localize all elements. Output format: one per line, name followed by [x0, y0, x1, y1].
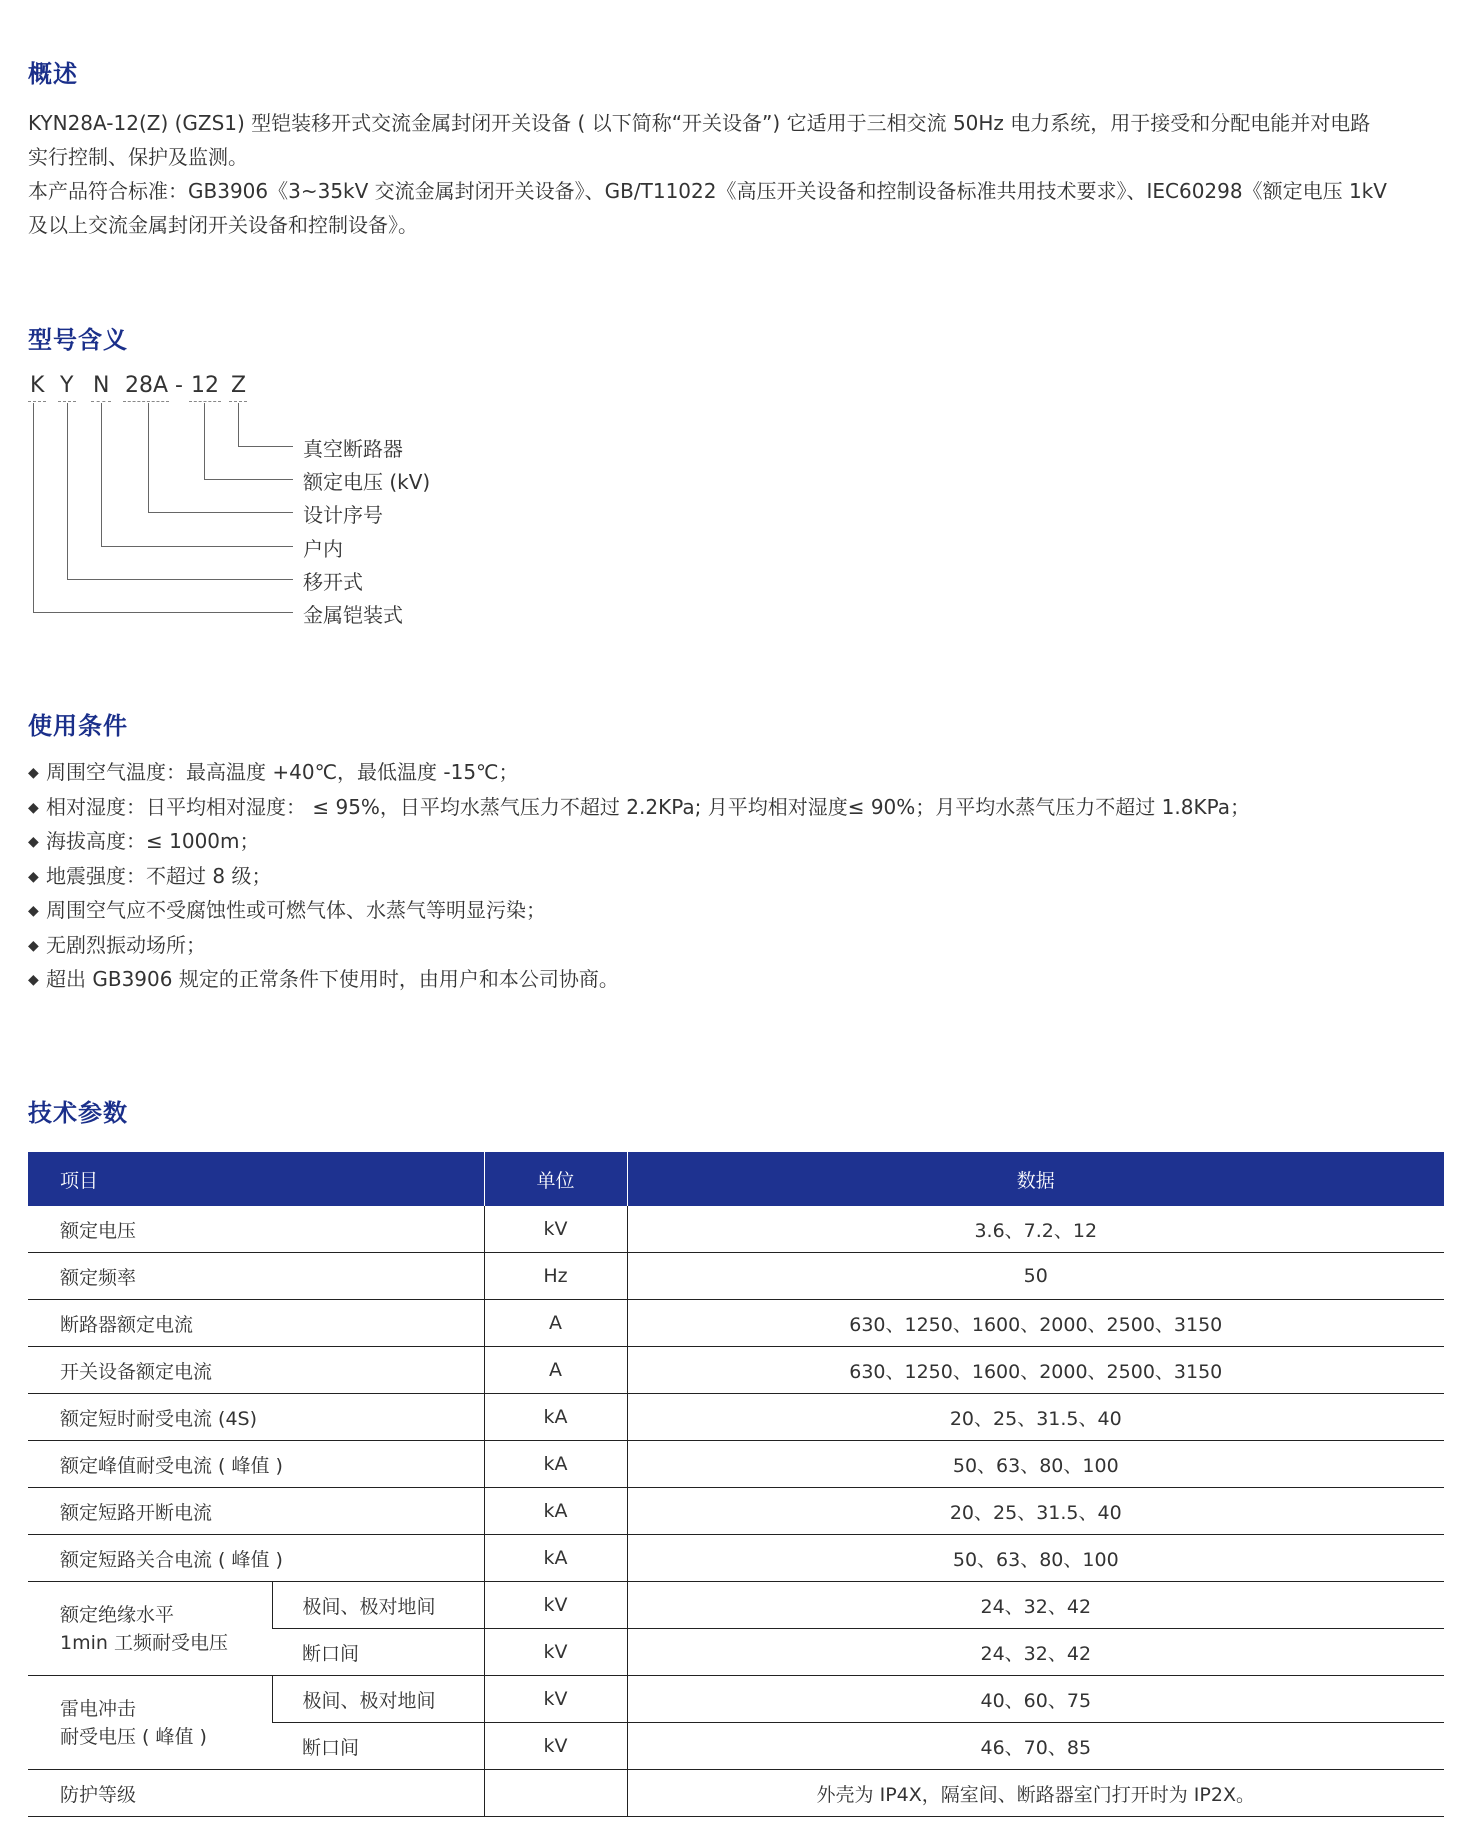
row-value: 630、1250、1600、2000、2500、3150 — [627, 1300, 1444, 1347]
header-data: 数据 — [627, 1152, 1444, 1206]
row-subitem: 断口间 — [272, 1723, 484, 1770]
row-value: 20、25、31.5、40 — [627, 1488, 1444, 1535]
model-code-y: Y — [60, 373, 74, 398]
list-item: ◆ 地震强度：不超过 8 级； — [28, 860, 1250, 895]
model-meaning-design-number: 设计序号 — [303, 503, 383, 527]
row-unit: Hz — [484, 1253, 627, 1300]
row-unit: kV — [484, 1582, 627, 1629]
model-meaning-withdrawable: 移开式 — [303, 570, 363, 594]
model-underline — [123, 401, 169, 402]
model-diagram — [28, 370, 528, 630]
diamond-bullet-icon: ◆ — [28, 937, 39, 954]
table-row — [28, 1535, 1444, 1582]
overview-heading: 概述 — [28, 60, 78, 88]
row-unit: kV — [484, 1629, 627, 1676]
model-meaning-metal-armored: 金属铠装式 — [303, 603, 403, 627]
row-value: 50、63、80、100 — [627, 1441, 1444, 1488]
row-subitem: 极间、极对地间 — [272, 1582, 484, 1629]
overview-line-3: 本产品符合标准：GB3906《3~35kV 交流金属封闭开关设备》、GB/T11022《高压开关设备和控制设备标准共用技术要求》、IEC60298《额定电压 1kV — [28, 179, 1387, 203]
model-connector — [148, 403, 149, 512]
row-item: 额定短路开断电流 — [28, 1488, 484, 1535]
row-unit: kA — [484, 1488, 627, 1535]
diamond-bullet-icon: ◆ — [28, 799, 39, 816]
model-underline — [189, 401, 221, 402]
row-unit — [484, 1770, 627, 1817]
model-underline — [229, 401, 247, 402]
model-code-dash: - — [175, 373, 183, 398]
model-code-n: N — [93, 373, 110, 398]
table-header-row — [28, 1152, 1444, 1206]
model-code-z: Z — [231, 373, 247, 398]
row-item: 额定峰值耐受电流 ( 峰值 ) — [28, 1441, 484, 1488]
model-connector — [33, 612, 293, 613]
model-connector — [67, 403, 68, 579]
params-table — [28, 1152, 1444, 1817]
table-row — [28, 1676, 1444, 1723]
table-row — [28, 1770, 1444, 1817]
model-connector — [101, 546, 293, 547]
row-unit: A — [484, 1347, 627, 1394]
lightning-item-line1: 雷电冲击 — [60, 1697, 137, 1720]
table-row — [28, 1582, 1444, 1629]
model-connector — [148, 512, 293, 513]
overview-line-2: 实行控制、保护及监测。 — [28, 145, 248, 169]
row-value: 50、63、80、100 — [627, 1535, 1444, 1582]
row-value: 20、25、31.5、40 — [627, 1394, 1444, 1441]
row-value: 50 — [627, 1253, 1444, 1300]
diamond-bullet-icon: ◆ — [28, 765, 39, 781]
model-underline — [58, 401, 76, 402]
row-value: 外壳为 IP4X，隔室间、断路器室门打开时为 IP2X。 — [627, 1770, 1444, 1817]
row-item: 额定电压 — [28, 1206, 484, 1253]
row-item: 额定频率 — [28, 1253, 484, 1300]
model-code-28a: 28A — [125, 373, 169, 398]
model-connector — [33, 403, 34, 612]
model-connector — [67, 579, 293, 580]
lightning-item-line2: 耐受电压 ( 峰值 ) — [60, 1725, 207, 1748]
list-item: ◆ 海拔高度：≤ 1000m； — [28, 825, 1250, 860]
row-item: 断路器额定电流 — [28, 1300, 484, 1347]
diamond-bullet-icon: ◆ — [28, 868, 39, 885]
row-unit: A — [484, 1300, 627, 1347]
table-row — [28, 1441, 1444, 1488]
row-subitem: 断口间 — [272, 1629, 484, 1676]
table-row — [28, 1347, 1444, 1394]
diamond-bullet-icon: ◆ — [28, 972, 39, 988]
row-value: 3.6、7.2、12 — [627, 1206, 1444, 1253]
model-meaning-rated-voltage: 额定电压 (kV) — [303, 470, 431, 494]
model-connector — [238, 446, 293, 447]
header-unit: 单位 — [484, 1152, 627, 1206]
model-code-k: K — [30, 373, 45, 398]
list-item: ◆ 周围空气应不受腐蚀性或可燃气体、水蒸气等明显污染； — [28, 894, 1250, 929]
row-unit: kV — [484, 1676, 627, 1723]
header-item: 项目 — [28, 1152, 484, 1206]
model-connector — [238, 403, 239, 446]
model-code-12: 12 — [191, 373, 219, 398]
list-item: ◆ 无剧烈振动场所； — [28, 929, 1250, 964]
overview-line-4: 及以上交流金属封闭开关设备和控制设备》。 — [28, 213, 418, 237]
insulation-item-line1: 额定绝缘水平 — [60, 1603, 175, 1626]
row-item: 开关设备额定电流 — [28, 1347, 484, 1394]
insulation-item-line2: 1min 工频耐受电压 — [60, 1631, 228, 1654]
row-value: 40、60、75 — [627, 1676, 1444, 1723]
insulation-item — [28, 1582, 272, 1676]
diamond-bullet-icon: ◆ — [28, 903, 39, 919]
model-underline — [28, 401, 46, 402]
row-item: 防护等级 — [28, 1770, 484, 1817]
table-row — [28, 1488, 1444, 1535]
row-unit: kA — [484, 1535, 627, 1582]
list-item: ◆ 周围空气温度：最高温度 +40℃，最低温度 -15℃； — [28, 756, 1250, 791]
row-unit: kA — [484, 1394, 627, 1441]
model-connector — [204, 479, 293, 480]
row-value: 630、1250、1600、2000、2500、3150 — [627, 1347, 1444, 1394]
table-row — [28, 1253, 1444, 1300]
row-unit: kA — [484, 1441, 627, 1488]
conditions-list — [28, 756, 1250, 998]
list-item: ◆ 相对湿度：日平均相对湿度： ≤ 95%，日平均水蒸气压力不超过 2.2KPa; 月平均相对湿度≤ 90%；月平均水蒸气压力不超过 1.8KPa； — [28, 791, 1250, 826]
model-connector — [204, 403, 205, 479]
list-item: ◆ 超出 GB3906 规定的正常条件下使用时，由用户和本公司协商。 — [28, 963, 1250, 998]
model-underline — [91, 401, 111, 402]
row-value: 24、32、42 — [627, 1629, 1444, 1676]
conditions-heading: 使用条件 — [28, 712, 128, 740]
row-unit: kV — [484, 1206, 627, 1253]
table-row — [28, 1300, 1444, 1347]
params-heading: 技术参数 — [28, 1099, 128, 1127]
row-value: 24、32、42 — [627, 1582, 1444, 1629]
table-row — [28, 1206, 1444, 1253]
model-meaning-vacuum-breaker: 真空断路器 — [303, 437, 403, 461]
model-connector — [101, 403, 102, 546]
row-subitem: 极间、极对地间 — [272, 1676, 484, 1723]
overview-line-1: KYN28A-12(Z) (GZS1) 型铠装移开式交流金属封闭开关设备 ( 以下简称“开关设备”) 它适用于三相交流 50Hz 电力系统，用于接受和分配电能并对电路 — [28, 111, 1371, 135]
row-unit: kV — [484, 1723, 627, 1770]
row-value: 46、70、85 — [627, 1723, 1444, 1770]
row-item: 额定短路关合电流 ( 峰值 ) — [28, 1535, 484, 1582]
model-heading: 型号含义 — [28, 326, 128, 354]
diamond-bullet-icon: ◆ — [28, 834, 39, 850]
lightning-item — [28, 1676, 272, 1770]
table-row — [28, 1394, 1444, 1441]
model-meaning-indoor: 户内 — [303, 537, 343, 561]
row-item: 额定短时耐受电流 (4S) — [28, 1394, 484, 1441]
